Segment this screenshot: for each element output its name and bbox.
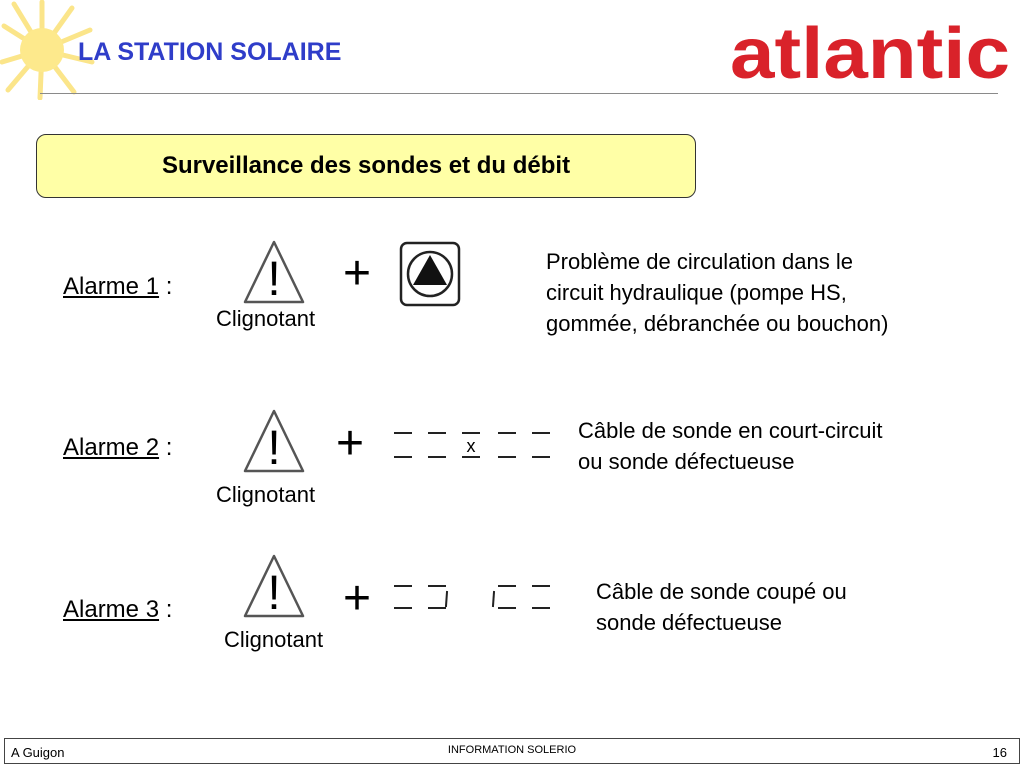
plus-sign: + <box>336 417 365 470</box>
alarm-2-description-line: ou sonde défectueuse <box>578 449 795 474</box>
logo-text: atlantic <box>730 18 1010 88</box>
page-title: LA STATION SOLAIRE <box>78 38 342 66</box>
footer <box>4 738 1020 764</box>
svg-text:!: ! <box>267 567 281 619</box>
svg-text:!: ! <box>267 253 281 305</box>
alarm-3-description <box>596 576 847 638</box>
alarm-1-description-line: Problème de circulation dans le <box>546 249 853 274</box>
alarm-1-description <box>546 246 888 339</box>
atlantic-logo <box>730 18 1012 88</box>
pump-icon <box>399 241 461 307</box>
header-divider <box>40 93 998 94</box>
footer-author: A Guigon <box>11 745 65 760</box>
alarm-3-colon: : <box>159 596 173 623</box>
alarm-3-label <box>63 596 172 624</box>
exclamation-triangle-icon <box>242 408 306 474</box>
alarm-2-blink-label: Clignotant <box>216 482 316 507</box>
alarm-3-name: Alarme 3 <box>63 596 160 623</box>
subtitle-box <box>36 134 696 198</box>
svg-text:!: ! <box>267 422 281 474</box>
exclamation-triangle-icon <box>242 553 306 619</box>
footer-center-text: INFORMATION SOLERIO <box>447 744 577 756</box>
alarm-1-description-line: gommée, débranchée ou bouchon) <box>546 311 889 336</box>
alarm-2-name: Alarme 2 <box>63 434 160 461</box>
alarm-1-label <box>63 273 172 301</box>
svg-text:x: x <box>466 436 476 456</box>
subtitle: Surveillance des sondes et du débit <box>161 152 571 179</box>
alarm-2-colon: : <box>159 434 173 461</box>
page-number: 16 <box>992 745 1007 760</box>
alarm-3-blink-label: Clignotant <box>224 627 324 652</box>
plus-sign: + <box>343 572 372 625</box>
plus-sign: + <box>343 247 372 300</box>
alarm-1-colon: : <box>159 273 173 300</box>
alarm-2-label <box>63 434 172 462</box>
alarm-2-description <box>578 415 883 477</box>
exclamation-triangle-icon <box>242 239 306 305</box>
alarm-3-description-line: Câble de sonde coupé ou <box>596 579 847 604</box>
display-short-circuit <box>391 425 553 465</box>
alarm-1-name: Alarme 1 <box>63 273 160 300</box>
alarm-3-description-line: sonde défectueuse <box>596 610 782 635</box>
display-open-circuit <box>391 578 553 618</box>
alarm-2-description-line: Câble de sonde en court-circuit <box>578 418 883 443</box>
alarm-1-blink-label: Clignotant <box>216 306 316 331</box>
alarm-1-description-line: circuit hydraulique (pompe HS, <box>546 280 847 305</box>
